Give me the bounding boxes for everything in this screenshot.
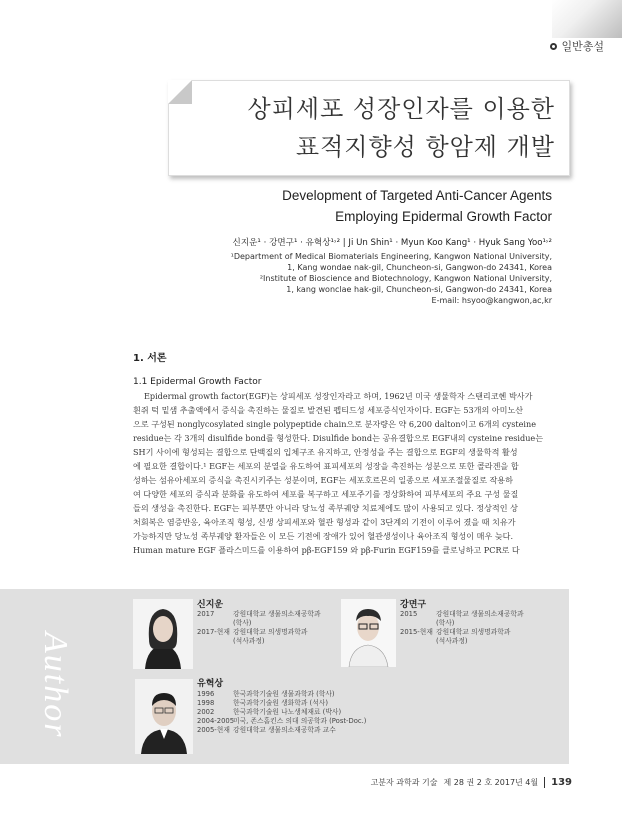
body-line: 가능하지만 당뇨성 족부궤양 환자들은 이 모든 기전에 장애가 있어 혈관생성이나 육아조직 형성이 매우 늦다. [133,531,514,541]
body-line: residue는 각 3개의 disulfide bond를 형성한다. Disulfide bond는 공유결합으로 EGF내의 cysteine residue는 [133,433,544,443]
subsection-heading: 1.1 Epidermal Growth Factor [133,377,262,387]
author-photo [135,679,193,754]
body-line: 흰쥐 턱 밑샘 추출액에서 증식을 촉진하는 물질로 발견된 펩티드성 세포증식인자이다. EGF는 53개의 아미노산 [133,405,524,415]
body-line: Human mature EGF 플라스미드를 이용하여 pβ-EGF159 와 pβ-Furin EGF159를 클로닝하고 PCR로 다 [133,545,520,555]
author-name: 유혁상 [197,679,224,689]
author-bio-row: 2015 강원대학교 생물의소재공학과 [400,610,524,618]
section-tag-label: 일반총설 [561,40,604,53]
section-heading: 1. 서론 [133,353,167,364]
title-en-line1: Development of Targeted Anti-Cancer Agents [282,188,552,203]
body-line: 성하는 섬유아세포의 증식을 촉진시키주는 성분이며, EGF는 세포호르몬의 일종으로 세포조절물질로 작용하 [133,475,513,485]
affiliation-2: ²Institute of Bioscience and Biotechnology, Kangwon National University, [259,274,552,283]
body-line: 여 다양한 세포의 증식과 분화를 유도하여 세포를 복구하고 세포주기를 정상화하여 피부세포의 주요 구성 물질 [133,489,519,499]
author-side-label: Author [37,632,74,739]
bullet-circle-icon [550,43,557,50]
page-number: 139 [544,777,572,788]
author-bio-row: 2005-현재 강원대학교 생물의소재공학과 교수 [197,726,336,734]
body-line: 으로 구성된 nonglycosylated single polypeptide chain으로 분자량은 약 6,200 dalton이고 6개의 cysteine [133,419,537,429]
author-bio-row: 1996 한국과학기술원 생물과학과 (학사) [197,690,335,698]
author-bio-row: (석사과정) [436,637,468,645]
page-corner-shade [552,0,622,38]
title-kr-line1: 상피세포 성장인자를 이용한 [247,95,555,123]
title-card [168,80,570,176]
author-bio-row: (학사) [436,619,455,627]
journal-issue: 제 28 권 2 호 2017년 4월 [443,778,539,787]
affiliation-1: ¹Department of Medical Biomaterials Engineering, Kangwon National University, [230,252,552,261]
author-bio-row: (학사) [233,619,252,627]
body-line: 들의 생성을 촉진한다. EGF는 피부뿐만 아니라 당뇨성 족부궤양 치료제에도 많이 사용되고 있다. 정상적인 상 [133,503,518,513]
body-line: 처회복은 염증반응, 육아조직 형성, 신생 상피세포와 혈관 형성과 같이 3단계의 기전이 이루어 졌을 때 치유가 [133,517,516,527]
author-bio-row: 2004-2005미국, 존스홉킨스 의대 의공학과 (Post-Doc.) [197,717,367,725]
author-bio-row: 1998 한국과학기술원 생화학과 (석사) [197,699,328,707]
page-footer [371,777,572,788]
author-name: 신지운 [197,600,224,610]
title-kr-line2: 표적지향성 항암제 개발 [295,133,555,161]
author-bio-row: 2002 한국과학기술원 나노생체재료 (박사) [197,708,342,716]
author-name: 강면구 [400,600,427,610]
affiliation-1-address: 1, Kang wondae nak-gil, Chuncheon-si, Gangwon-do 24341, Korea [287,263,552,272]
affiliation-2-address: 1, kang wonclae hak-gil, Chuncheon-si, Gangwon-do 24341, Korea [286,285,552,294]
author-bio-row: (석사과정) [233,637,265,645]
author-bio-row: 2017-현재 강원대학교 의생명과학과 [197,628,308,636]
author-bio-row: 2017 강원대학교 생물의소재공학과 [197,610,321,618]
author-photo [133,599,193,669]
journal-name: 고분자 과학과 기술 [370,778,438,787]
author-photo [341,599,396,667]
section-tag [550,38,604,54]
contact-email: E-mail: hsyoo@kangwon,ac,kr [431,296,552,305]
author-list: 신지운¹ · 강면구¹ · 유혁상¹˒² | Ji Un Shin¹ · Myun Koo Kang¹ · Hyuk Sang Yoo¹˒² [232,238,552,248]
title-en-line2: Employing Epidermal Growth Factor [335,209,552,224]
body-line: SH기 사이에 형성되는 결합으로 단백질의 입체구조 유지하고, 안정성을 주는 결합으로 EGF의 생물학적 활성 [133,447,518,457]
author-bio-row: 2015-현재 강원대학교 의생명과학과 [400,628,511,636]
body-line: Epidermal growth factor(EGF)는 상피세포 성장인자라고 하며, 1962년 미국 생물학자 스탠리코헨 박사가 [144,391,533,401]
body-line: 에 필요한 결합이다.¹ EGF는 세포의 분열을 유도하여 표피세포의 성장을 촉진하는 성분으로 또한 콜라겐을 합 [133,461,519,471]
